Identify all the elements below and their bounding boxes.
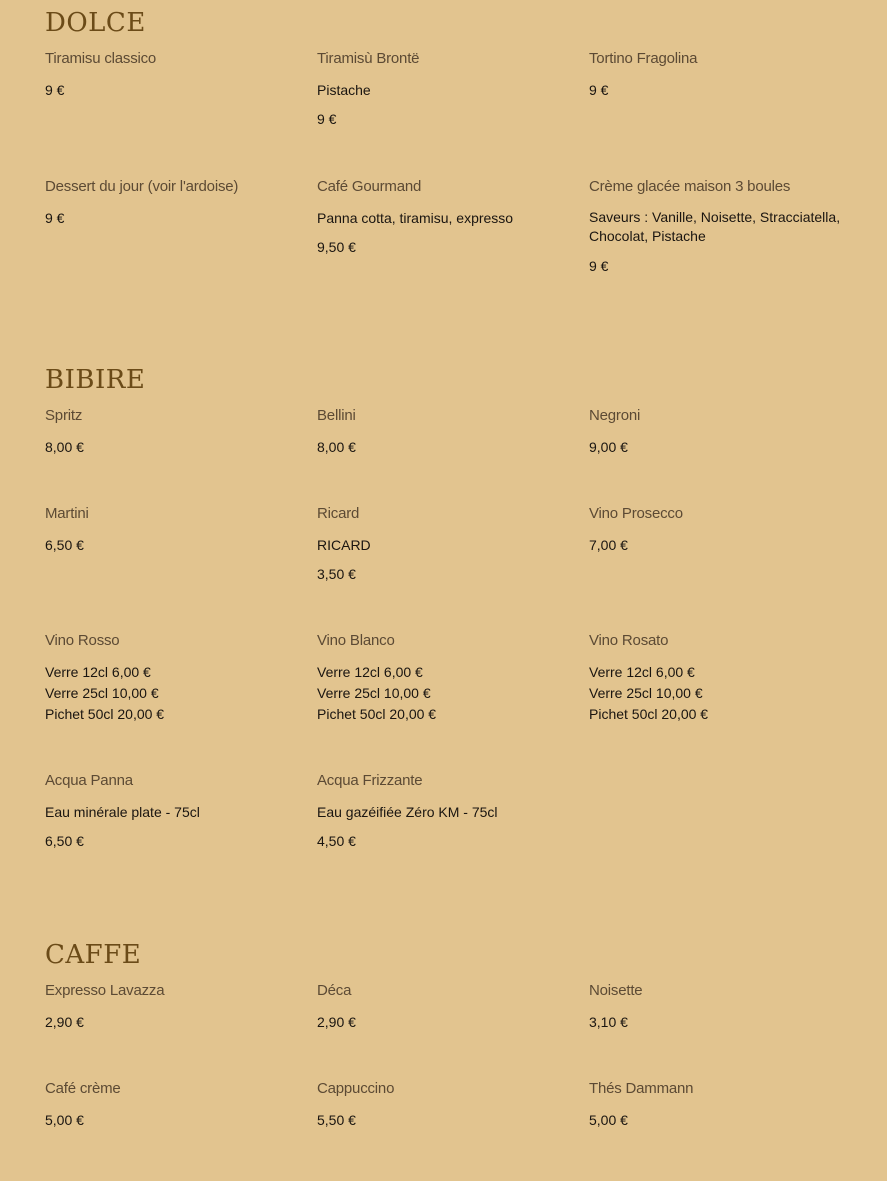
item-price: 5,50 € — [317, 1112, 356, 1128]
menu-grid — [45, 407, 875, 850]
item-price: 4,50 € — [317, 833, 356, 849]
item-name: Déca — [317, 982, 352, 999]
item-name: Acqua Frizzante — [317, 772, 423, 789]
item-price: 9 € — [317, 111, 337, 127]
item-name: Spritz — [45, 407, 83, 424]
item-price: 5,00 € — [589, 1112, 628, 1128]
section-dolce — [45, 8, 875, 275]
section-title: BIBIRE — [45, 365, 146, 395]
menu-item — [45, 50, 307, 178]
menu-item — [589, 50, 851, 178]
item-name: Martini — [45, 505, 89, 522]
item-price: 3,10 € — [589, 1014, 628, 1030]
item-name: Thés Dammann — [589, 1080, 694, 1097]
item-price: 9,00 € — [589, 439, 628, 455]
item-description: RICARD — [317, 537, 371, 553]
section-caffe — [45, 940, 875, 1129]
item-price: 2,90 € — [317, 1014, 356, 1030]
item-description: Verre 12cl 6,00 € Verre 25cl 10,00 € Pichet 50cl 20,00 € — [589, 664, 709, 722]
item-price: 9 € — [45, 82, 65, 98]
item-description: Eau minérale plate - 75cl — [45, 804, 200, 820]
item-name: Tiramisù Brontë — [317, 50, 420, 67]
item-price: 9 € — [589, 82, 609, 98]
menu-item — [317, 407, 579, 505]
menu-item — [45, 407, 307, 505]
menu-item — [317, 178, 579, 275]
item-name: Café crème — [45, 1080, 121, 1097]
item-price: 5,00 € — [45, 1112, 84, 1128]
item-price: 3,50 € — [317, 566, 356, 582]
menu-item — [45, 982, 307, 1080]
menu-item — [317, 505, 579, 632]
item-description: Verre 12cl 6,00 € Verre 25cl 10,00 € Pichet 50cl 20,00 € — [45, 664, 165, 722]
item-name: Café Gourmand — [317, 178, 422, 195]
menu-item — [317, 632, 579, 772]
item-name: Expresso Lavazza — [45, 982, 165, 999]
item-name: Vino Rosso — [45, 632, 120, 649]
item-price: 8,00 € — [317, 439, 356, 455]
item-name: Cappuccino — [317, 1080, 395, 1097]
item-name: Vino Rosato — [589, 632, 669, 649]
section-title: CAFFE — [45, 940, 142, 970]
menu-grid — [45, 982, 875, 1129]
item-price: 2,90 € — [45, 1014, 84, 1030]
item-price: 9,50 € — [317, 239, 356, 255]
menu-item — [589, 632, 851, 772]
menu-item — [589, 1080, 851, 1129]
item-description: Verre 12cl 6,00 € Verre 25cl 10,00 € Pichet 50cl 20,00 € — [317, 664, 437, 722]
menu-item — [589, 982, 851, 1080]
menu-item — [589, 407, 851, 505]
item-description: Eau gazéifiée Zéro KM - 75cl — [317, 804, 498, 820]
item-price: 7,00 € — [589, 537, 628, 553]
menu-item — [589, 505, 851, 632]
item-price: 9 € — [45, 210, 65, 226]
item-description: Pistache — [317, 82, 371, 98]
item-name: Vino Blanco — [317, 632, 395, 649]
item-price: 9 € — [589, 258, 609, 274]
item-name: Noisette — [589, 982, 643, 999]
section-bibire — [45, 365, 875, 850]
item-description: Saveurs : Vanille, Noisette, Stracciatella, Chocolat, Pistache — [589, 209, 841, 244]
menu-item — [45, 772, 307, 850]
menu-item — [45, 178, 307, 275]
item-name: Ricard — [317, 505, 360, 522]
item-name: Dessert du jour (voir l'ardoise) — [45, 178, 239, 195]
item-name: Acqua Panna — [45, 772, 133, 789]
menu-item — [45, 632, 307, 772]
menu-item — [45, 505, 307, 632]
item-price: 8,00 € — [45, 439, 84, 455]
item-name: Bellini — [317, 407, 356, 424]
menu-item — [317, 50, 579, 178]
item-price: 6,50 € — [45, 537, 84, 553]
menu-grid — [45, 50, 875, 275]
item-description: Panna cotta, tiramisu, expresso — [317, 210, 514, 226]
item-name: Vino Prosecco — [589, 505, 683, 522]
section-title: DOLCE — [45, 8, 146, 38]
item-name: Tiramisu classico — [45, 50, 157, 67]
menu-item — [317, 982, 579, 1080]
menu-item — [317, 772, 579, 850]
menu-item — [45, 1080, 307, 1129]
item-price: 6,50 € — [45, 833, 84, 849]
menu-item — [589, 178, 859, 275]
item-name: Negroni — [589, 407, 641, 424]
item-name: Crème glacée maison 3 boules — [589, 178, 791, 195]
item-name: Tortino Fragolina — [589, 50, 698, 67]
menu-item — [317, 1080, 579, 1129]
